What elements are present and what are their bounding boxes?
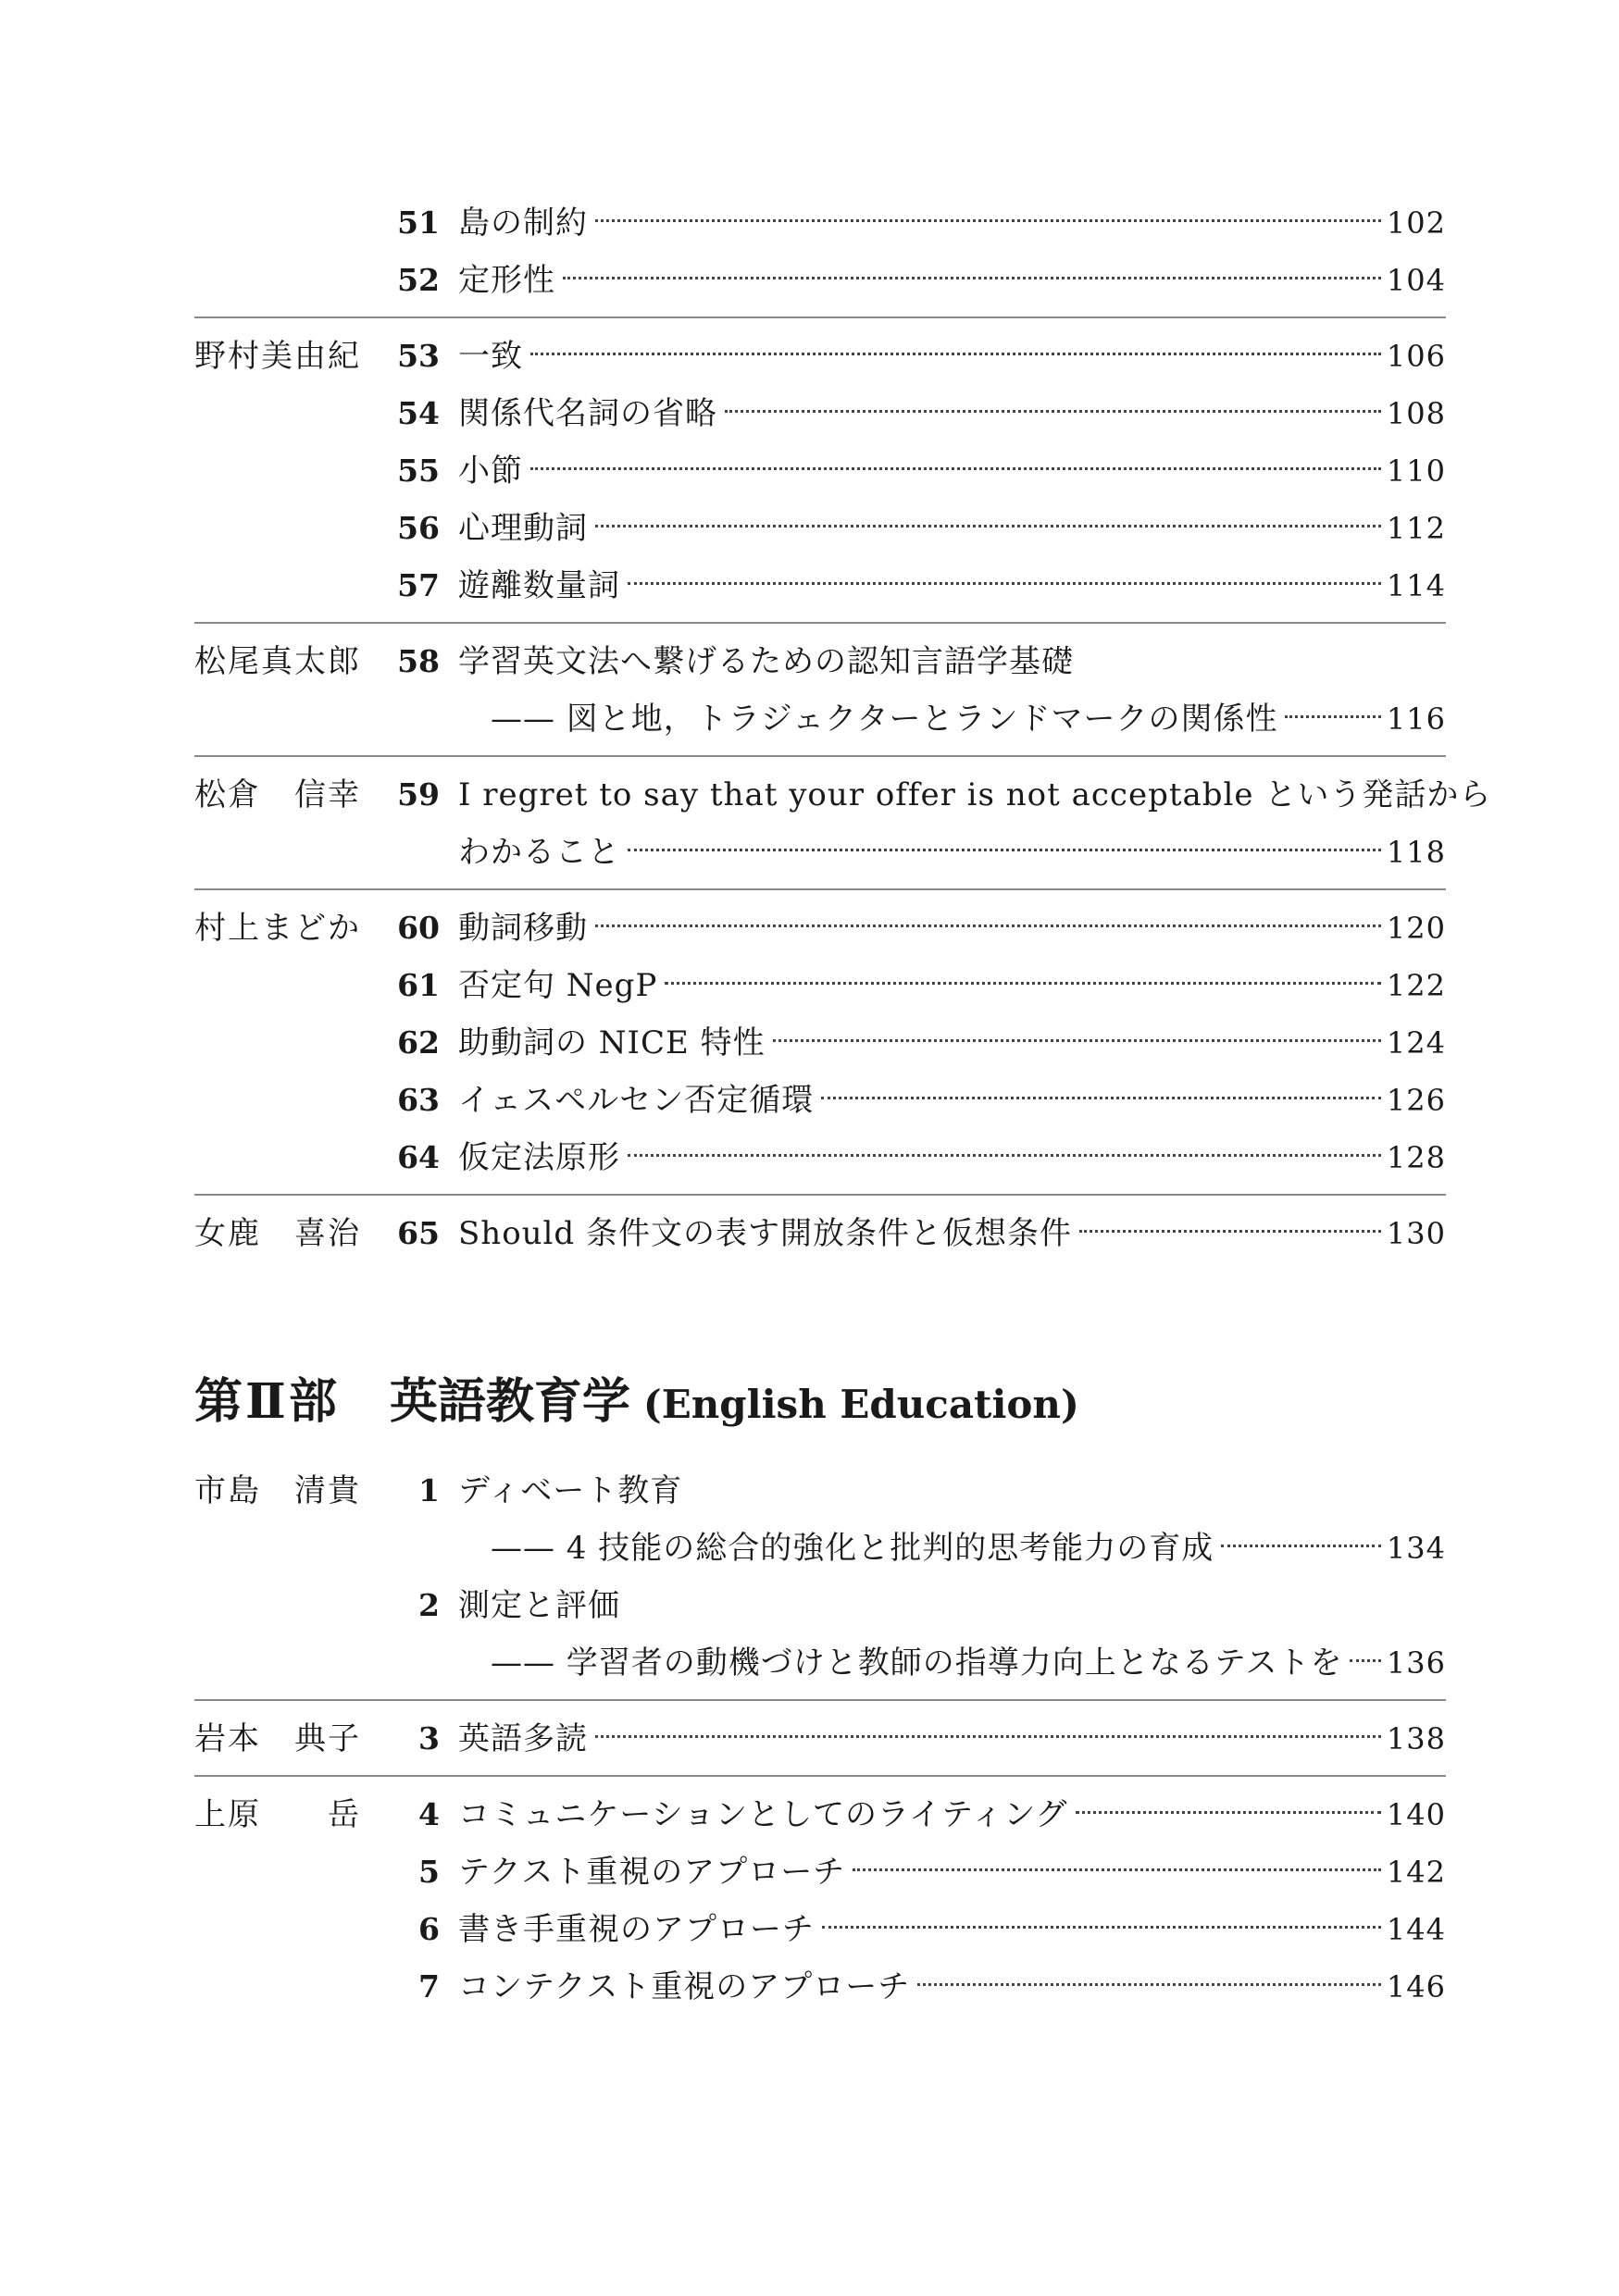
dot-leader (628, 1153, 1381, 1157)
chapter-title-text: 学習英文法へ繋げるための認知言語学基礎 (458, 643, 1074, 680)
dot-leader (530, 352, 1381, 355)
chapter-title-text: I regret to say that your offer is not acceptable という発話から (458, 776, 1492, 813)
chapter-title-text: コンテクスト重視のアプローチ (458, 1968, 911, 2005)
dot-leader (595, 924, 1381, 927)
chapter-title (458, 1710, 1446, 1768)
toc-entry-line (194, 690, 1446, 748)
toc-entry-line (194, 957, 1446, 1014)
chapter-title-text: 否定句 NegP (458, 967, 658, 1004)
toc-entry-line (194, 1786, 1446, 1843)
dot-leader (595, 524, 1381, 527)
page-number: 136 (1386, 1645, 1446, 1681)
dot-leader (853, 1868, 1381, 1871)
chapter-number: 53 (397, 338, 440, 374)
dot-leader (628, 848, 1381, 851)
toc-entry-line (194, 442, 1446, 500)
dot-leader (530, 466, 1381, 470)
chapter-title-text: 島の制約 (458, 205, 588, 242)
dot-leader (563, 276, 1381, 279)
toc-entry-line (194, 1634, 1446, 1692)
author-name: 松尾真太郎 (194, 643, 361, 680)
dot-leader (1350, 1658, 1380, 1662)
chapter-title (458, 1462, 1446, 1520)
part-heading (194, 1351, 1446, 1453)
chapter-title-text: イェスペルセン否定循環 (458, 1082, 815, 1119)
toc-author-group (194, 1699, 1446, 1775)
toc-entry-line (194, 385, 1446, 442)
chapter-number: 55 (397, 453, 440, 489)
chapter-title (458, 442, 1446, 500)
chapter-title (458, 385, 1446, 442)
page-number: 142 (1386, 1855, 1446, 1890)
chapter-title (458, 633, 1446, 690)
dot-leader (773, 1038, 1381, 1042)
chapter-title-text: テクスト重視のアプローチ (458, 1854, 846, 1891)
chapter-title (458, 1205, 1446, 1262)
chapter-subtitle (491, 1634, 1446, 1692)
page-number: 112 (1386, 511, 1446, 546)
dot-leader (595, 1734, 1381, 1738)
toc-entry-line (194, 1710, 1446, 1768)
toc-author-group (194, 622, 1446, 755)
toc-author-group (194, 888, 1446, 1194)
chapter-title-text: —— 4 技能の総合的強化と批判的思考能力の育成 (491, 1530, 1214, 1567)
chapter-title-text: —— 図と地，トラジェクターとランドマークの関係性 (491, 701, 1278, 738)
chapter-number: 52 (397, 262, 440, 298)
chapter-title-text: 書き手重視のアプローチ (458, 1911, 815, 1948)
chapter-title (458, 194, 1446, 252)
author-name: 松倉 信幸 (194, 776, 361, 813)
page-number: 108 (1386, 396, 1446, 431)
part1-toc (194, 185, 1492, 1270)
toc-author-group (194, 185, 1446, 316)
chapter-title (458, 1843, 1446, 1901)
page-number: 138 (1386, 1721, 1446, 1756)
chapter-subtitle (491, 690, 1446, 748)
chapter-title-text: 仮定法原形 (458, 1139, 620, 1176)
toc-entry-line (194, 328, 1446, 385)
chapter-number: 4 (418, 1796, 440, 1832)
chapter-subtitle (491, 1520, 1446, 1577)
page-number: 110 (1386, 453, 1446, 489)
toc-entry-line (194, 194, 1446, 252)
chapter-title (458, 824, 1446, 881)
part-title-english: (English Education) (642, 1382, 1079, 1427)
chapter-number: 7 (418, 1968, 440, 2004)
toc-entry-line (194, 1577, 1446, 1634)
chapter-title-text: 定形性 (458, 262, 555, 299)
toc-entry-line (194, 500, 1446, 557)
page-number: 118 (1386, 835, 1446, 870)
dot-leader (665, 981, 1381, 985)
toc-author-group (194, 1775, 1446, 2023)
chapter-number: 61 (397, 967, 440, 1003)
dot-leader (725, 409, 1381, 413)
author-name: 市島 清貴 (194, 1472, 361, 1509)
page-number: 140 (1386, 1797, 1446, 1832)
part2-toc (194, 1453, 1446, 2023)
dot-leader (1285, 714, 1380, 718)
toc-entry-line (194, 1462, 1446, 1520)
chapter-title-text: 心理動詞 (458, 510, 588, 547)
chapter-number: 59 (397, 776, 440, 813)
page-number: 120 (1386, 911, 1446, 946)
dot-leader (822, 1925, 1381, 1929)
dot-leader (1221, 1544, 1381, 1547)
chapter-title-text: 小節 (458, 453, 523, 490)
author-name: 村上まどか (194, 910, 361, 947)
toc-entry-line (194, 1958, 1446, 2016)
chapter-title-text: ディベート教育 (458, 1472, 683, 1509)
chapter-title-text: —— 学習者の動機づけと教師の指導力向上となるテストを (491, 1644, 1343, 1682)
toc-author-group (194, 1453, 1446, 1699)
toc-author-group (194, 1194, 1446, 1270)
author-name: 上原 岳 (194, 1796, 361, 1833)
chapter-title (458, 252, 1446, 309)
chapter-title (458, 900, 1446, 957)
toc-entry-line (194, 900, 1446, 957)
chapter-number: 54 (397, 395, 440, 431)
chapter-title-text: 関係代名詞の省略 (458, 395, 717, 432)
chapter-title-text: 動詞移動 (458, 910, 588, 947)
chapter-title (458, 328, 1446, 385)
chapter-number: 3 (418, 1720, 440, 1756)
chapter-number: 63 (397, 1082, 440, 1118)
dot-leader (917, 1982, 1381, 1986)
chapter-title-text: 英語多読 (458, 1720, 588, 1757)
page-number: 116 (1386, 701, 1446, 737)
page-number: 122 (1386, 968, 1446, 1003)
dot-leader (1076, 1810, 1381, 1814)
chapter-number: 57 (397, 567, 440, 603)
page-number: 102 (1386, 205, 1446, 241)
page-number: 126 (1386, 1083, 1446, 1118)
chapter-title (458, 1958, 1446, 2016)
toc-entry-line (194, 252, 1446, 309)
chapter-title (458, 766, 1492, 824)
chapter-title-text: 助動詞の NICE 特性 (458, 1024, 766, 1061)
chapter-title (458, 957, 1446, 1014)
dot-leader (821, 1096, 1381, 1099)
chapter-number: 1 (418, 1472, 440, 1508)
toc-entry-line (194, 1014, 1446, 1072)
author-name: 女鹿 喜治 (194, 1215, 361, 1252)
chapter-title (458, 1072, 1446, 1129)
chapter-title-text: コミュニケーションとしてのライティング (458, 1796, 1068, 1833)
chapter-number: 65 (397, 1215, 440, 1251)
chapter-number: 62 (397, 1024, 440, 1061)
page-number: 104 (1386, 263, 1446, 298)
chapter-title-text: 一致 (458, 338, 523, 375)
toc-entry-line (194, 1520, 1446, 1577)
toc-entry-line (194, 633, 1446, 690)
chapter-number: 56 (397, 510, 440, 546)
toc-entry-line (194, 1901, 1446, 1958)
part-title: 英語教育学 (389, 1373, 630, 1430)
page-number: 124 (1386, 1025, 1446, 1061)
toc-entry-line (194, 1129, 1446, 1186)
chapter-title (458, 557, 1446, 614)
chapter-title (458, 500, 1446, 557)
author-name: 岩本 典子 (194, 1720, 361, 1757)
chapter-number: 2 (418, 1587, 440, 1623)
toc-author-group (194, 316, 1446, 622)
chapter-number: 60 (397, 910, 440, 946)
toc-page (194, 185, 1492, 2023)
toc-entry-line (194, 1072, 1446, 1129)
chapter-number: 51 (397, 205, 440, 241)
chapter-title (458, 1014, 1446, 1072)
toc-entry-line (194, 824, 1446, 881)
chapter-title (458, 1577, 1446, 1634)
toc-entry-line (194, 557, 1446, 614)
chapter-number: 6 (418, 1911, 440, 1947)
page-number: 144 (1386, 1912, 1446, 1947)
chapter-number: 58 (397, 643, 440, 679)
chapter-title (458, 1786, 1446, 1843)
page-number: 146 (1386, 1969, 1446, 2004)
chapter-title-text: わかること (458, 834, 620, 871)
page-number: 134 (1386, 1531, 1446, 1566)
chapter-title-text: 遊離数量詞 (458, 567, 620, 604)
chapter-number: 64 (397, 1139, 440, 1175)
chapter-title (458, 1129, 1446, 1186)
dot-leader (1079, 1229, 1381, 1233)
part-label: 第Ⅱ部 (194, 1373, 340, 1430)
dot-leader (628, 581, 1381, 585)
toc-entry-line (194, 1205, 1446, 1262)
chapter-title (458, 1901, 1446, 1958)
toc-author-group (194, 755, 1492, 888)
page-number: 106 (1386, 339, 1446, 374)
dot-leader (595, 218, 1381, 222)
page-number: 130 (1386, 1216, 1446, 1251)
chapter-title-text: Should 条件文の表す開放条件と仮想条件 (458, 1215, 1073, 1252)
page-number: 128 (1386, 1140, 1446, 1175)
author-name: 野村美由紀 (194, 338, 361, 375)
page-number: 114 (1386, 568, 1446, 603)
toc-entry-line (194, 1843, 1446, 1901)
chapter-title-text: 測定と評価 (458, 1587, 620, 1624)
toc-entry-line (194, 766, 1492, 824)
chapter-number: 5 (418, 1854, 440, 1890)
